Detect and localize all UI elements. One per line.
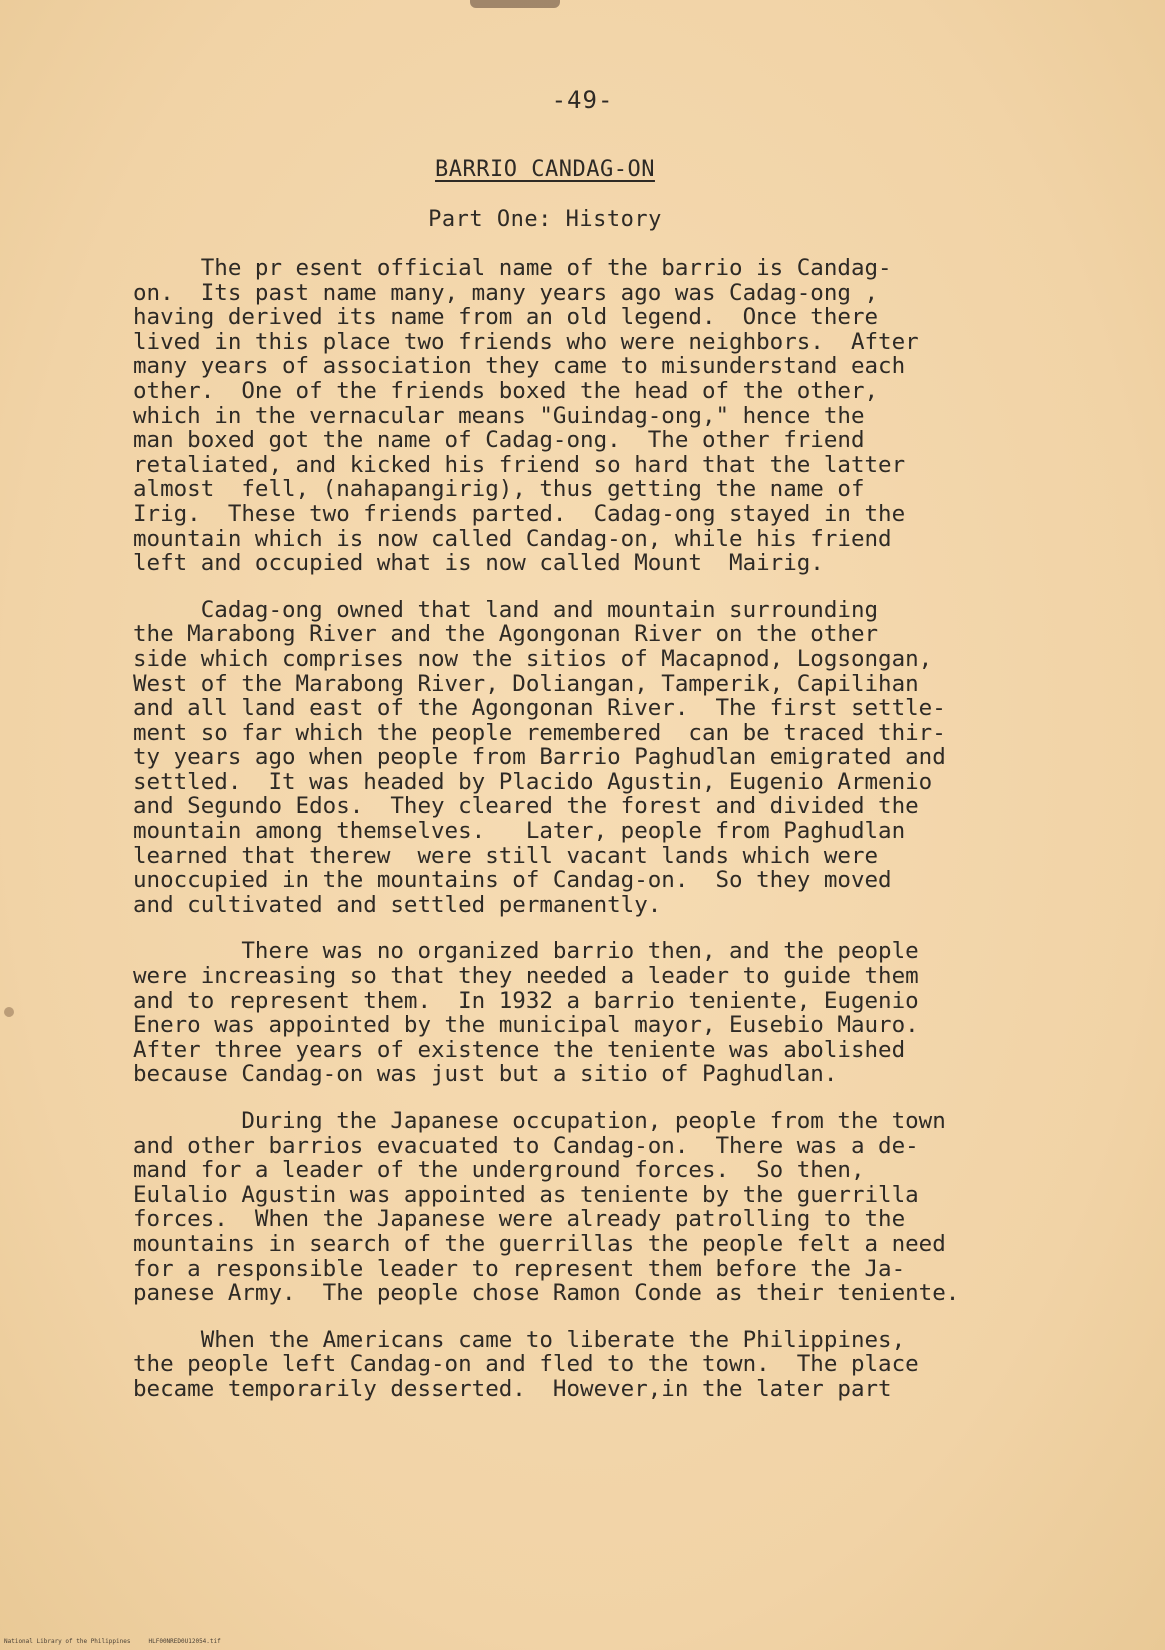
text-line: left and occupied what is now called Mount Mairig. — [133, 550, 824, 577]
text-line: because Candag-on was just but a sitio of Paghudlan. — [133, 1061, 838, 1088]
paragraph — [133, 1328, 1033, 1402]
text-line: which in the vernacular means "Guindag-ong," hence the — [133, 402, 865, 429]
text-line: Eulalio Agustin was appointed as teniente by the guerrilla — [133, 1181, 919, 1208]
paragraph — [133, 1109, 1033, 1306]
text-line: retaliated, and kicked his friend so hard that the latter — [133, 451, 906, 478]
text-line: and to represent them. In 1932 a barrio teniente, Eugenio — [133, 987, 919, 1014]
text-line: and cultivated and settled permanently. — [133, 891, 662, 918]
text-line: ment so far which the people remembered can be traced thir- — [133, 719, 946, 746]
text-line: Enero was appointed by the municipal mayor, Eusebio Mauro. — [133, 1012, 919, 1039]
section-subtitle: Part One: History — [428, 207, 662, 232]
text-line: lived in this place two friends who were neighbors. After — [133, 328, 919, 355]
text-line: settled. It was headed by Placido Agustin, Eugenio Armenio — [133, 768, 933, 795]
text-line: almost fell, (nahapangirig), thus getting the name of — [133, 476, 865, 503]
top-edge-mark — [470, 0, 560, 8]
paragraph — [133, 939, 1033, 1087]
text-line: the people left Candag-on and fled to the town. The place — [133, 1351, 919, 1378]
body-text — [133, 256, 1033, 1424]
text-line: West of the Marabong River, Doliangan, Tamperik, Capilihan — [133, 670, 919, 697]
text-line: Cadag-ong owned that land and mountain surrounding — [133, 596, 879, 623]
text-line: having derived its name from an old legend. Once there — [133, 304, 879, 331]
text-line: for a responsible leader to represent them before the Ja- — [133, 1255, 906, 1282]
text-line: and Segundo Edos. They cleared the forest and divided the — [133, 793, 919, 820]
text-line: Irig. These two friends parted. Cadag-ong stayed in the — [133, 500, 906, 527]
text-line: were increasing so that they needed a leader to guide them — [133, 963, 919, 990]
margin-smudge — [4, 1007, 14, 1017]
text-line: panese Army. The people chose Ramon Conde as their teniente. — [133, 1280, 960, 1307]
text-line: The pr esent official name of the barrio is Candag- — [133, 255, 892, 281]
text-line: man boxed got the name of Cadag-ong. The other friend — [133, 427, 865, 454]
scan-footer: National Library of the Philippines HLF00NRED0U12054.tif — [4, 1638, 221, 1645]
text-line: and other barrios evacuated to Candag-on. There was a de- — [133, 1132, 919, 1159]
text-line: and all land east of the Agongonan River. The first settle- — [133, 695, 946, 722]
paragraph — [133, 256, 1033, 576]
text-line: side which comprises now the sitios of Macapnod, Logsongan, — [133, 645, 933, 672]
text-line: mand for a leader of the underground forces. So then, — [133, 1157, 865, 1184]
text-line: on. Its past name many, many years ago was Cadag-ong , — [133, 279, 879, 306]
text-line: When the Americans came to liberate the Philippines, — [133, 1326, 906, 1353]
text-line: mountain among themselves. Later, people from Paghudlan — [133, 818, 906, 845]
page-title: BARRIO CANDAG-ON — [435, 157, 655, 182]
text-line: became temporarily desserted. However,in the later part — [133, 1375, 892, 1402]
paragraph — [133, 598, 1033, 918]
page-number: -49- — [551, 86, 614, 114]
text-line: mountain which is now called Candag-on, while his friend — [133, 525, 892, 552]
text-line: ty years ago when people from Barrio Paghudlan emigrated and — [133, 744, 946, 771]
text-line: During the Japanese occupation, people from the town — [133, 1108, 946, 1134]
text-line: other. One of the friends boxed the head of the other, — [133, 377, 879, 404]
text-line: the Marabong River and the Agongonan River on the other — [133, 621, 879, 648]
text-line: After three years of existence the teniente was abolished — [133, 1036, 906, 1063]
text-line: mountains in search of the guerrillas the people felt a need — [133, 1230, 946, 1257]
text-line: learned that therew were still vacant lands which were — [133, 842, 879, 869]
text-line: There was no organized barrio then, and the people — [133, 938, 919, 965]
text-line: unoccupied in the mountains of Candag-on. So they moved — [133, 867, 892, 894]
text-line: many years of association they came to misunderstand each — [133, 353, 906, 380]
text-line: forces. When the Japanese were already patrolling to the — [133, 1206, 906, 1233]
